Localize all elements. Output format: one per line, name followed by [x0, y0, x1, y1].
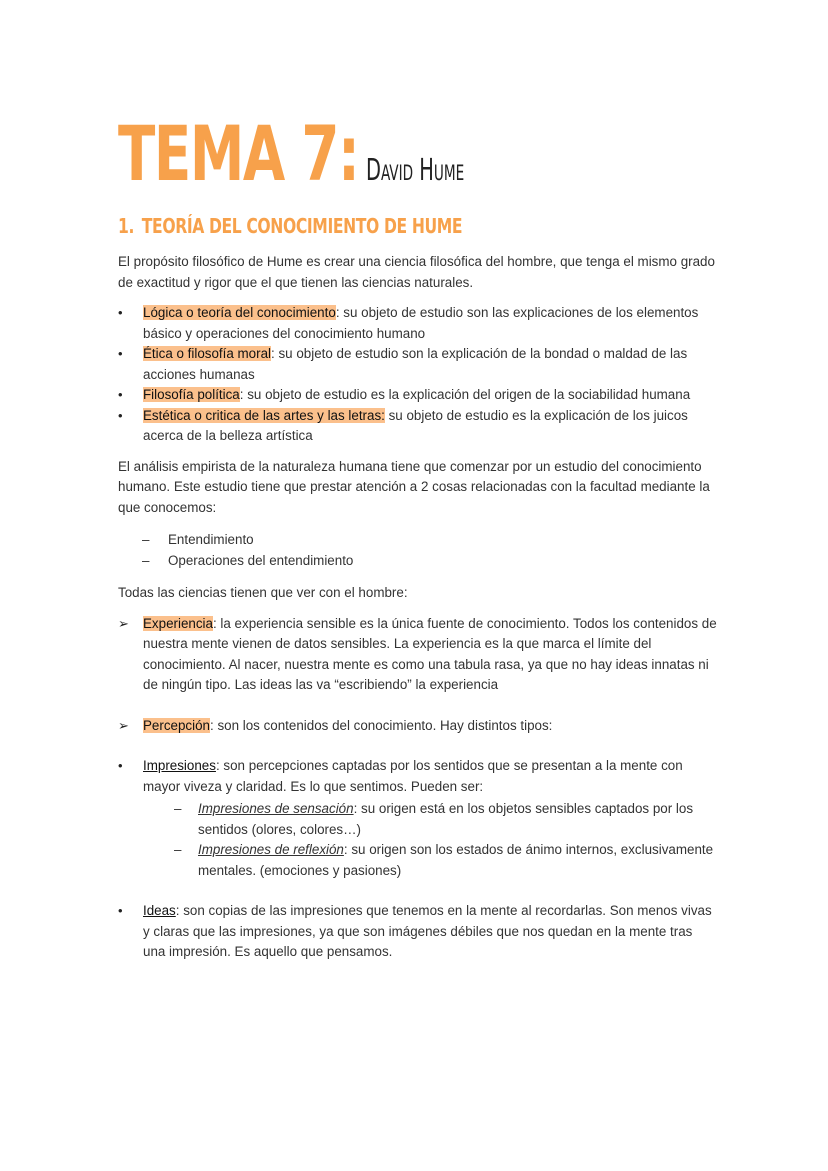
list-item: [118, 799, 718, 840]
section-heading: [118, 214, 586, 238]
item-text: : son los contenidos del conocimiento. Hay distintos tipos:: [210, 717, 553, 733]
item-text: : su objeto de estudio son las explicaciones de los elementos básico y operaciones del conocimiento humano: [143, 305, 699, 341]
arrow-bullet-icon: ➢: [118, 615, 129, 631]
item-text: su objeto de estudio es la explicación de los juicos acerca de la belleza artística: [143, 407, 688, 443]
highlighted-term: Lógica o teoría del conocimiento: [143, 305, 336, 320]
sciences-paragraph: Todas las ciencias tienen que ver con el hombre:: [118, 585, 408, 600]
item-text: : la experiencia sensible es la única fuente de conocimiento. Todos los contenidos de nuestra mente vienen de datos sensibles. La experiencia es la que marca el límite del conocimiento. Al nacer, nuestra mente es como una tabula rasa, ya que no hay ideas innatas ni de ningún tipo. Las ideas las va “escribiendo” la experiencia: [143, 615, 717, 692]
list-item: [118, 840, 718, 881]
section-title: TEORÍA DEL CONOCIMIENTO DE HUME: [141, 214, 463, 238]
list-item: [118, 551, 718, 572]
intro-paragraph: El propósito filosófico de Hume es crear una ciencia filosófica del hombre, que tenga el mismo grado de exactitud y rigor que el que tienen las ciencias naturales.: [118, 254, 715, 290]
faculties-list: [118, 530, 718, 571]
section-number: 1.: [118, 214, 135, 238]
list-item: [118, 530, 718, 551]
arrow-bullet-icon: ➢: [118, 717, 129, 733]
list-item: [118, 614, 718, 696]
italic-term: Impresiones de sensación: [198, 801, 354, 816]
dash-icon: –: [142, 532, 150, 547]
title-block: [118, 100, 718, 198]
impresiones-list: [118, 756, 718, 797]
experiencia-list: [118, 614, 718, 696]
list-item: [118, 344, 718, 385]
bullet-icon: •: [118, 305, 123, 320]
dash-icon: –: [142, 552, 150, 568]
italic-term: Impresiones de reflexión: [198, 842, 344, 857]
list-item: [118, 406, 718, 447]
list-item: [118, 303, 718, 344]
highlighted-term: Estética o critica de las artes y las letras:: [143, 407, 385, 423]
page-title: TEMA 7:: [118, 109, 359, 198]
underlined-term: Ideas: [143, 903, 176, 918]
item-text: Operaciones del entendimiento: [168, 552, 354, 568]
underlined-term: Impresiones: [143, 758, 216, 773]
item-text: : su origen está en los objetos sensibles captados por los sentidos (olores, colores…): [198, 801, 694, 837]
dash-icon: –: [174, 801, 182, 816]
list-item: [118, 901, 718, 963]
highlighted-term: Experiencia: [143, 615, 213, 631]
highlighted-term: Percepción: [143, 717, 210, 733]
list-item: [118, 716, 718, 737]
bullet-icon: •: [118, 387, 123, 402]
percepcion-list: [118, 716, 718, 737]
impresiones-types-list: [118, 799, 718, 881]
item-text: : su objeto de estudio es la explicación del origen de la sociabilidad humana: [239, 387, 691, 402]
ideas-list: [118, 901, 718, 963]
bullet-icon: •: [118, 407, 123, 423]
dash-icon: –: [174, 842, 182, 857]
item-text: : su origen son los estados de ánimo internos, exclusivamente mentales. (emociones y pasiones): [198, 842, 714, 878]
bullet-icon: •: [118, 346, 123, 361]
item-text: : son copias de las impresiones que tenemos en la mente al recordarlas. Son menos vivas y claras que las impresiones, ya que son imágenes débiles que nos quedan en la mente tras una impresión. Es aquello que pensamos.: [143, 903, 712, 959]
item-text: : su objeto de estudio son la explicación de la bondad o maldad de las acciones humanas: [143, 346, 688, 382]
highlighted-term: Ética o filosofía moral: [143, 346, 272, 361]
item-text: Entendimiento: [168, 532, 254, 547]
branches-list: [118, 303, 718, 447]
analysis-paragraph: El análisis empirista de la naturaleza humana tiene que comenzar por un estudio del conocimiento humano. Este estudio tiene que prestar atención a 2 cosas relacionadas con la facultad mediante la que conocemos:: [118, 458, 710, 515]
document-content: [118, 100, 718, 963]
item-text: : son percepciones captadas por los sentidos que se presentan a la mente con mayor viveza y claridad. Es lo que sentimos. Pueden ser:: [143, 758, 683, 794]
bullet-icon: •: [118, 903, 123, 918]
page-subtitle: David Hume: [366, 153, 465, 188]
list-item: [118, 385, 718, 406]
highlighted-term: Filosofía política: [143, 387, 240, 402]
bullet-icon: •: [118, 758, 123, 773]
list-item: [118, 756, 718, 797]
